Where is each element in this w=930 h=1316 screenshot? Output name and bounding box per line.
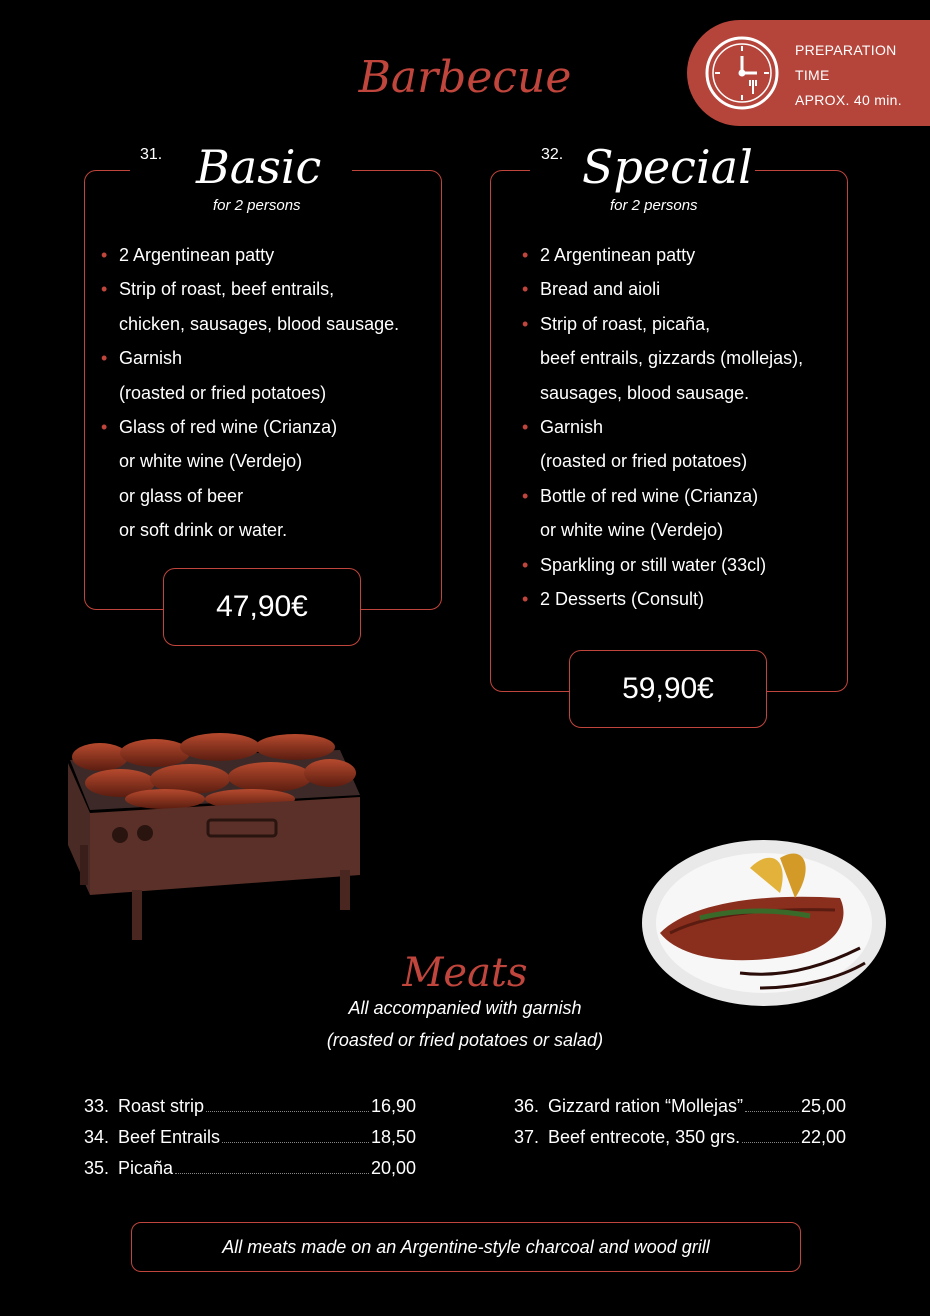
meat-row — [84, 1094, 416, 1118]
menu-item-line: chicken, sausages, blood sausage. — [119, 313, 400, 334]
preparation-time-text: PREPARATION TIME APROX. 40 min. — [795, 42, 902, 108]
section-title: Barbecue — [358, 52, 572, 103]
menu-item-line: • Strip of roast, picaña, — [540, 313, 711, 334]
menu-item — [522, 238, 842, 272]
menu-item — [101, 341, 431, 410]
menu-item-line: or white wine (Verdejo) — [540, 520, 724, 541]
dot-leader — [206, 1111, 369, 1112]
meat-number: 36. — [514, 1096, 540, 1116]
menu-item-line: or glass of beer — [119, 485, 244, 506]
meat-price: 18,50 — [370, 1127, 416, 1147]
menu-item — [101, 272, 431, 341]
meat-name: Beef entrecote, 350 grs. — [548, 1127, 741, 1147]
dot-leader — [745, 1111, 799, 1112]
menu-items-list — [101, 238, 431, 548]
menu-item — [101, 410, 431, 548]
meat-name: Gizzard ration “Mollejas” — [548, 1096, 744, 1116]
meat-row — [84, 1156, 416, 1180]
menu-item-line: • Strip of roast, beef entrails, — [119, 279, 335, 300]
menu-item-line: • Sparkling or still water (33cl) — [540, 554, 767, 575]
menu-item-line: • 2 Argentinean patty — [119, 245, 275, 265]
meat-number: 35. — [84, 1158, 110, 1178]
meat-price: 20,00 — [370, 1158, 416, 1178]
menu-item-line: or white wine (Verdejo) — [119, 451, 303, 472]
meat-number: 34. — [84, 1127, 110, 1147]
price-box: 47,90€ — [163, 568, 361, 646]
menu-item — [522, 582, 842, 616]
meats-title: Meats — [402, 950, 528, 996]
menu-item — [522, 548, 842, 582]
menu-item-line: • Glass of red wine (Crianza) — [119, 417, 338, 438]
menu-title: Special — [582, 140, 753, 194]
meat-number: 33. — [84, 1096, 110, 1116]
meat-name: Picaña — [118, 1158, 174, 1178]
meat-price: 25,00 — [800, 1096, 846, 1116]
dot-leader — [222, 1142, 369, 1143]
meats-subtitle: All accompanied with garnish — [348, 998, 582, 1018]
meat-row — [84, 1125, 416, 1149]
meat-number: 37. — [514, 1127, 540, 1147]
meat-row — [514, 1094, 846, 1118]
menu-item — [522, 307, 842, 410]
meat-price: 16,90 — [370, 1096, 416, 1116]
menu-item-line: • Bottle of red wine (Crianza) — [540, 485, 759, 506]
menu-number: 31. — [140, 146, 163, 163]
menu-item-line: (roasted or fried potatoes) — [540, 451, 748, 472]
menu-item-line: • Bread and aioli — [540, 279, 661, 300]
meat-name: Beef Entrails — [118, 1127, 221, 1147]
menu-items-list — [522, 238, 842, 616]
menu-item-line: beef entrails, gizzards (mollejas), — [540, 348, 804, 369]
meat-row — [514, 1125, 846, 1149]
menu-number: 32. — [541, 146, 564, 163]
menu-item — [522, 410, 842, 479]
menu-item-line: • 2 Desserts (Consult) — [540, 589, 705, 610]
dot-leader — [742, 1142, 799, 1143]
grill-image — [60, 715, 370, 945]
menu-persons: for 2 persons — [610, 197, 698, 214]
dot-leader — [175, 1173, 369, 1174]
menu-item-line: (roasted or fried potatoes) — [119, 382, 327, 403]
meats-subtitle: (roasted or fried potatoes or salad) — [326, 1030, 604, 1050]
menu-persons: for 2 persons — [213, 197, 301, 214]
menu-item-line: or soft drink or water. — [119, 520, 288, 541]
menu-item — [522, 272, 842, 306]
menu-title: Basic — [196, 140, 322, 194]
menu-item-line: • Garnish — [540, 417, 604, 438]
menu-item-line: sausages, blood sausage. — [540, 382, 750, 403]
menu-item-line: • 2 Argentinean patty — [540, 245, 696, 265]
footer-note: All meats made on an Argentine-style charcoal and wood grill — [131, 1222, 801, 1272]
meat-price: 22,00 — [800, 1127, 846, 1147]
menu-item-line: • Garnish — [119, 348, 183, 369]
meat-name: Roast strip — [118, 1096, 205, 1116]
menu-item — [101, 238, 431, 272]
menu-item — [522, 479, 842, 548]
price-box: 59,90€ — [569, 650, 767, 728]
